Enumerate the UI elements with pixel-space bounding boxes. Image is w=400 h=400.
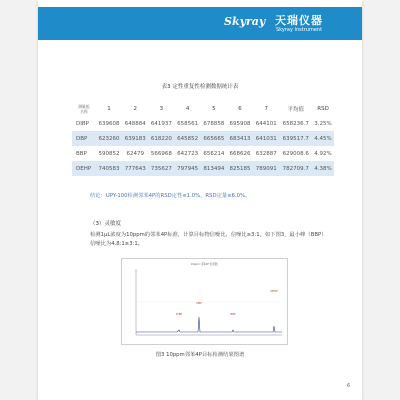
table-cell: 813494 — [201, 161, 227, 176]
table-cell: 639517.7 — [279, 131, 312, 146]
logo-company-name-cn: 天瑞仪器 — [275, 14, 323, 27]
table-cell: 825185 — [227, 161, 253, 176]
peak-label: BBP — [230, 313, 236, 316]
chromatogram-trace — [136, 317, 282, 332]
header-bar — [38, 7, 362, 40]
table-caption: 表3 定性重复性检测数据统计表 — [161, 84, 239, 90]
table-cell: 665665 — [201, 131, 227, 146]
table-cell: 632887 — [255, 150, 277, 157]
table-cell: 658561 — [177, 120, 199, 127]
table-cell: 797945 — [175, 161, 201, 176]
table-cell: 668626 — [229, 150, 251, 157]
logo-script: Skyray — [224, 15, 266, 28]
table-header-row — [72, 101, 334, 116]
table-cell: 648884 — [124, 120, 146, 127]
table-cell: 678858 — [203, 120, 225, 127]
table-cell: 658236.7 — [282, 120, 309, 127]
column-header: 2 — [122, 101, 148, 116]
peak-label: DEHP — [270, 290, 278, 293]
repeatability-table — [72, 101, 334, 176]
table-row — [72, 116, 334, 131]
table-cell: 4.45% — [312, 131, 334, 146]
table-cell: 3.25% — [314, 120, 332, 127]
chromatogram-plot — [122, 259, 287, 344]
table-cell: 566968 — [150, 150, 172, 157]
table-cell: 629008.6 — [282, 150, 309, 157]
column-header: RSD — [312, 101, 334, 116]
corner-label-bottom: 名称 — [80, 108, 88, 114]
table-cell: 4.38% — [312, 161, 334, 176]
logo-company-name-en: Skyray Instrument — [276, 27, 323, 33]
table-row — [72, 146, 334, 161]
row-name: DIBP — [76, 120, 89, 127]
corner-label-top: 测量组 — [78, 103, 90, 109]
table-cell: 645852 — [175, 131, 201, 146]
table-cell: 740583 — [96, 161, 122, 176]
peak-label: DBP — [196, 302, 202, 305]
table-row — [72, 131, 334, 146]
row-name: DEHP — [72, 161, 96, 176]
column-header: 5 — [201, 101, 227, 116]
section-paragraph: 检测1μL浓度为10ppm的邻苯4P标准，计算目标物信噪比，信噪比≥3:1。如下图3，最小峰（BBP）信噪比为4.8:1≥3:1。 — [90, 232, 324, 247]
peak-label: DIBP — [175, 313, 183, 316]
table-cell: 590852 — [98, 150, 120, 157]
table-cell: 618220 — [148, 131, 174, 146]
table-cell: 683413 — [227, 131, 253, 146]
table-cell: 4.92% — [314, 150, 332, 157]
section-title: （3）灵敏度 — [90, 221, 121, 227]
table-corner-header — [72, 101, 96, 116]
column-header: 4 — [175, 101, 201, 116]
column-header: 6 — [227, 101, 253, 116]
chromatogram-figure — [121, 258, 288, 345]
document-page — [38, 0, 362, 400]
column-header: 1 — [96, 101, 122, 116]
table-cell: 62479 — [126, 150, 144, 157]
chromatogram-title: 10ppm 邻苯4P 色谱图 — [190, 263, 218, 266]
column-header: 3 — [148, 101, 174, 116]
row-name: DBP — [72, 131, 96, 146]
page-number: 6 — [347, 383, 351, 389]
table-row — [72, 161, 334, 176]
table-cell: 695908 — [229, 120, 251, 127]
table-cell: 639183 — [122, 131, 148, 146]
table-cell: 777643 — [122, 161, 148, 176]
table-cell: 656214 — [203, 150, 225, 157]
conclusion-text: 结论：UPY-100检测邻苯4P的RSD定性≤1.0%，RSD定量≤6.0%。 — [90, 193, 251, 199]
table-cell: 641031 — [253, 131, 279, 146]
table-cell: 639608 — [98, 120, 120, 127]
table-cell: 735627 — [148, 161, 174, 176]
table-cell: 623260 — [96, 131, 122, 146]
column-header: 7 — [253, 101, 279, 116]
table-cell: 641937 — [150, 120, 172, 127]
table-cell: 789091 — [253, 161, 279, 176]
figure-caption: 图3 10ppm邻苯4P目标检测结果图谱 — [155, 352, 245, 358]
company-logo — [221, 9, 359, 38]
table-cell: 644101 — [255, 120, 277, 127]
table-cell: 642723 — [177, 150, 199, 157]
row-name: BBP — [76, 150, 87, 157]
table-cell: 782709.7 — [279, 161, 312, 176]
column-header: 平均值 — [279, 101, 312, 116]
